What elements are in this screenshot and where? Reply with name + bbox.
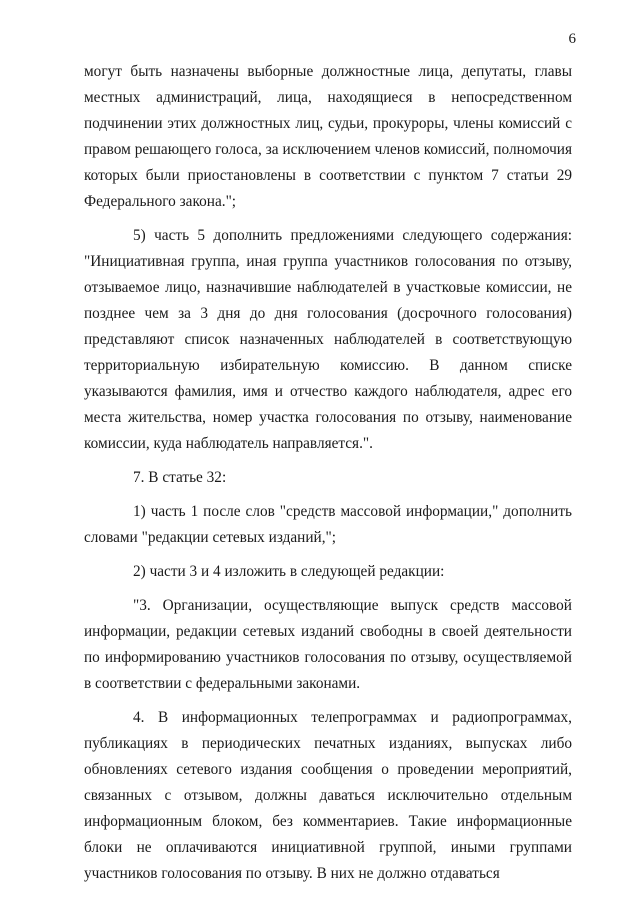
paragraph-continuation: могут быть назначены выборные должностные лица, депутаты, главы местных администраций, лица, находящиеся в непосредственном подчинении этих должностных лиц, судьи, прокуроры, члены комиссий с правом решающего голоса, за исключением членов комиссий, полномочия которых были приостановлены в соответствии с пунктом 7 статьи 29 Федерального закона."; [84, 63, 572, 210]
document-body [84, 59, 572, 895]
paragraph-part-3: "3. Организации, осуществляющие выпуск средств массовой информации, редакции сетевых изданий свободны в своей деятельности по информированию участников голосования по отзыву, осуществляемой в соответствии с федеральными законами. [84, 597, 572, 692]
paragraph-item-1: 1) часть 1 после слов "средств массовой информации," дополнить словами "редакции сетевых изданий,"; [84, 503, 572, 546]
paragraph-item-2: 2) части 3 и 4 изложить в следующей редакции: [133, 563, 445, 580]
paragraph-part-4: 4. В информационных телепрограммах и радиопрограммах, публикациях в периодических печатных изданиях, выпусках либо обновлениях сетевого издания сообщения о проведении мероприятий, связанных с отзывом, должны даваться исключительно отдельным информационным блоком, без комментариев. Такие информационные блоки не оплачиваются инициативной группой, иными группами участников голосования по отзыву. В них не должно отдаваться [84, 709, 572, 882]
page-number: 6 [568, 31, 576, 47]
paragraph-article-32-heading: 7. В статье 32: [133, 469, 227, 486]
paragraph-item-5: 5) часть 5 дополнить предложениями следующего содержания: "Инициативная группа, иная группа участников голосования по отзыву, отзываемое лицо, назначившие наблюдателей в участковые комиссии, не позднее чем за 3 дня до дня голосования (досрочного голосования) представляют список назначенных наблюдателей в соответствующую территориальную избирательную комиссию. В данном списке указываются фамилия, имя и отчество каждого наблюдателя, адрес его места жительства, номер участка голосования по отзыву, наименование комиссии, куда наблюдатель направляется.". [84, 227, 572, 452]
